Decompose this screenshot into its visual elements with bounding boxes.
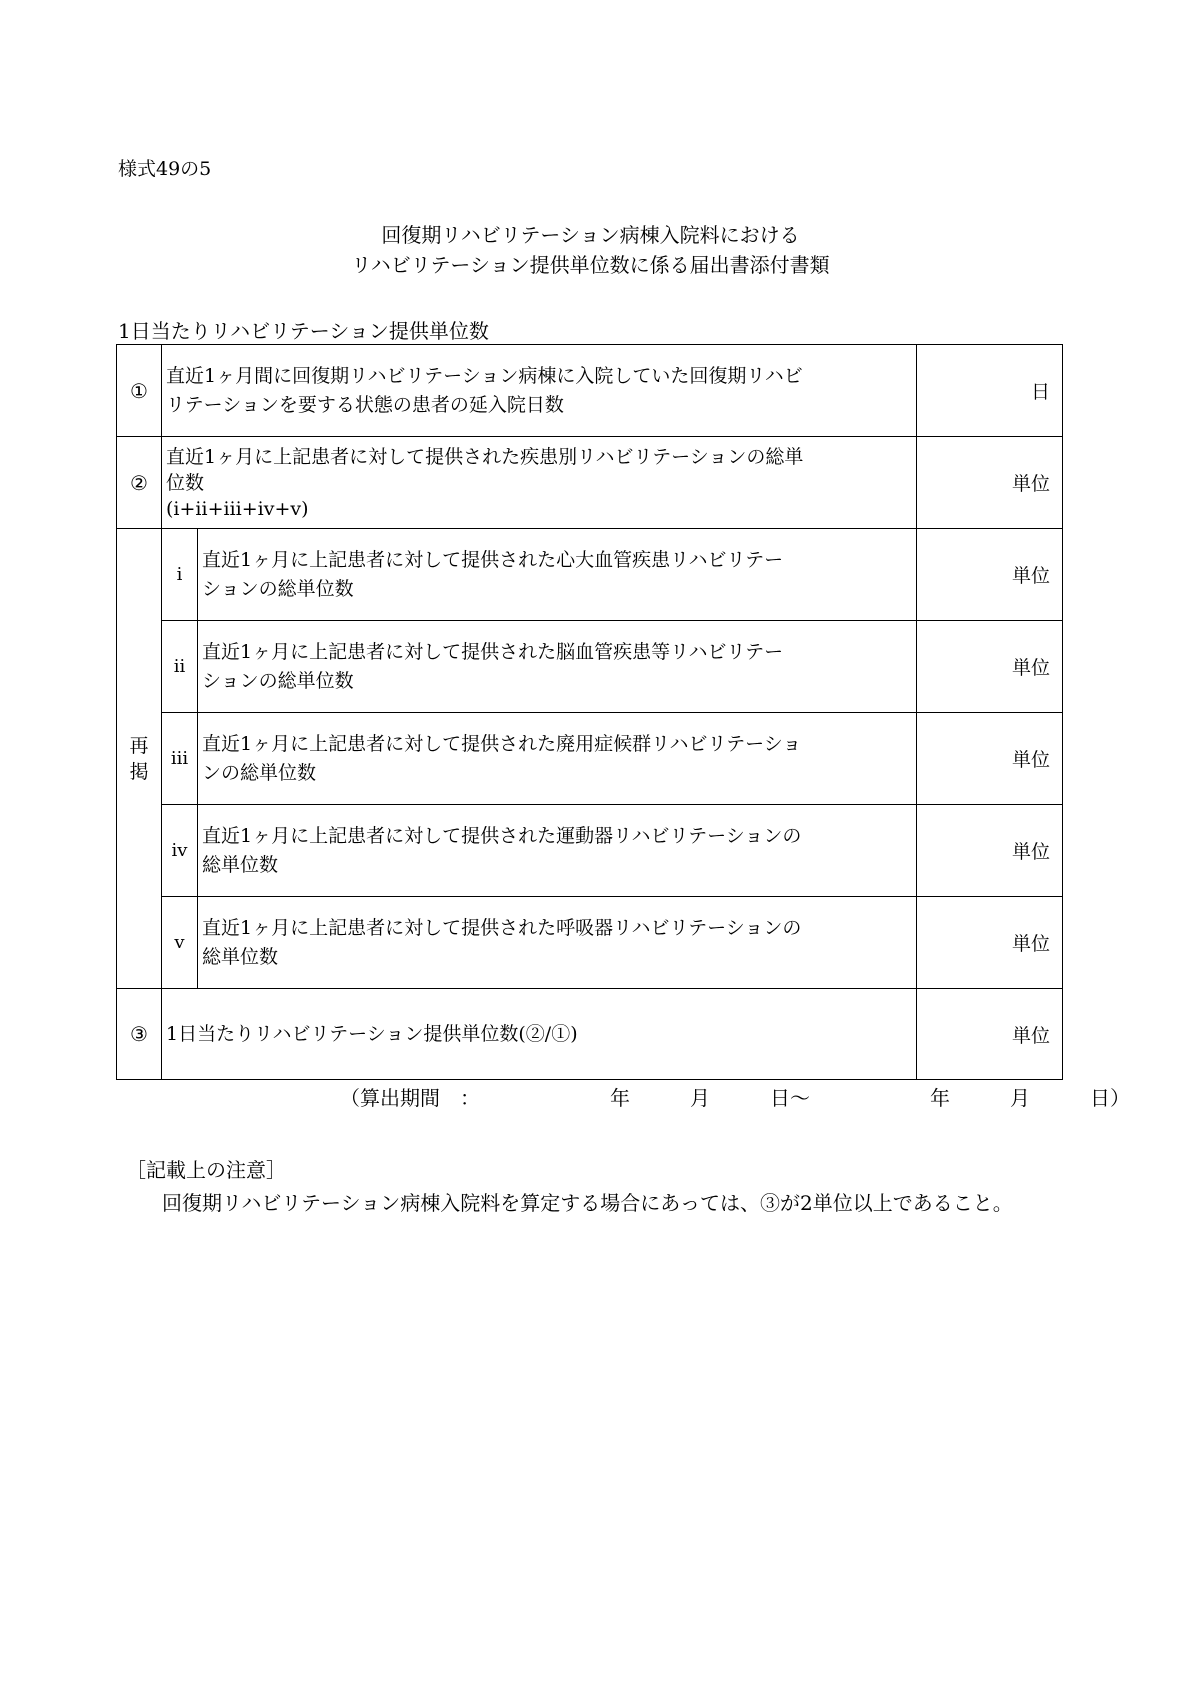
sub-unit-i[interactable]: 単位 — [917, 529, 1063, 621]
table-row-sub-iv — [117, 805, 1063, 897]
notes-heading: ［記載上の注意］ — [126, 1158, 286, 1182]
calculation-period: （算出期間 ： 年 月 日～ 年 月 日） — [340, 1086, 1130, 1110]
sub-unit-iv[interactable]: 単位 — [917, 805, 1063, 897]
table-row-sub-v — [117, 897, 1063, 989]
sub-unit-v[interactable]: 単位 — [917, 897, 1063, 989]
row-number-1: ① — [117, 345, 162, 437]
notes-text: 回復期リハビリテーション病棟入院料を算定する場合にあっては、③が2単位以上であること。 — [162, 1191, 1013, 1215]
sub-number-iii: ⅲ — [162, 713, 198, 805]
section-heading: 1日当たりリハビリテーション提供単位数 — [118, 319, 489, 343]
sub-description-i: 直近1ヶ月に上記患者に対して提供された心大血管疾患リハビリテー ションの総単位数 — [198, 529, 917, 621]
sub-number-v: ⅴ — [162, 897, 198, 989]
table-row-2 — [117, 437, 1063, 529]
sub-description-iii: 直近1ヶ月に上記患者に対して提供された廃用症候群リハビリテーショ ンの総単位数 — [198, 713, 917, 805]
sub-description-v: 直近1ヶ月に上記患者に対して提供された呼吸器リハビリテーションの 総単位数 — [198, 897, 917, 989]
row-number-2: ② — [117, 437, 162, 529]
form-id: 様式49の5 — [118, 158, 212, 180]
row-description-3: 1日当たりリハビリテーション提供単位数(②/①) — [162, 989, 917, 1080]
sub-number-i: ⅰ — [162, 529, 198, 621]
table-row-sub-i — [117, 529, 1063, 621]
sub-number-iv: ⅳ — [162, 805, 198, 897]
table-row-1 — [117, 345, 1063, 437]
row-description-2: 直近1ヶ月に上記患者に対して提供された疾患別リハビリテーションの総単 位数 (ⅰ+ⅱ+ⅲ+ⅳ+ⅴ) — [162, 437, 917, 529]
table-row-sub-iii — [117, 713, 1063, 805]
table-row-3 — [117, 989, 1063, 1080]
row-unit-3[interactable]: 単位 — [917, 989, 1063, 1080]
sub-description-iv: 直近1ヶ月に上記患者に対して提供された運動器リハビリテーションの 総単位数 — [198, 805, 917, 897]
row-description-1: 直近1ヶ月間に回復期リハビリテーション病棟に入院していた回復期リハビ リテーションを要する状態の患者の延入院日数 — [162, 345, 917, 437]
saikei-label: 再 掲 — [117, 529, 162, 989]
document-title-line1: 回復期リハビリテーション病棟入院料における — [381, 223, 800, 247]
table-row-sub-ii — [117, 621, 1063, 713]
rehab-units-table — [116, 344, 1063, 1080]
sub-unit-ii[interactable]: 単位 — [917, 621, 1063, 713]
row-unit-2[interactable]: 単位 — [917, 437, 1063, 529]
sub-unit-iii[interactable]: 単位 — [917, 713, 1063, 805]
row-unit-1[interactable]: 日 — [917, 345, 1063, 437]
document-title-line2: リハビリテーション提供単位数に係る届出書添付書類 — [351, 253, 830, 277]
row-number-3: ③ — [117, 989, 162, 1080]
sub-number-ii: ⅱ — [162, 621, 198, 713]
sub-description-ii: 直近1ヶ月に上記患者に対して提供された脳血管疾患等リハビリテー ションの総単位数 — [198, 621, 917, 713]
